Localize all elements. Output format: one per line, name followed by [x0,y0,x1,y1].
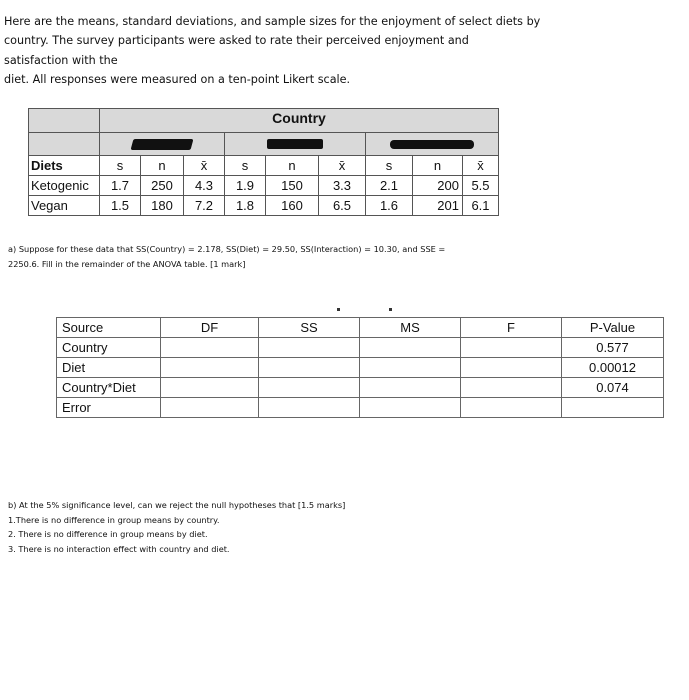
anova-header: P-Value [562,318,664,338]
ms-cell[interactable] [360,398,461,418]
ss-cell[interactable] [259,378,360,398]
p-value: 0.00012 [562,358,664,378]
anova-header: F [461,318,562,338]
table-cell: 6.1 [463,196,499,216]
anova-source: Country [57,338,161,358]
df-cell[interactable] [161,338,259,358]
f-cell[interactable] [461,338,562,358]
col-label: s [225,156,266,176]
intro-line: diet. All responses were measured on a ten-point Likert scale. [4,73,351,87]
col-label: n [413,156,463,176]
row-header: Diets [29,156,100,176]
col-label: x̄ [463,156,499,176]
anova-header: Source [57,318,161,338]
redaction-mark [131,139,194,150]
redacted-country-3 [366,133,499,156]
col-label: n [141,156,184,176]
table-row [57,338,664,358]
country-header: Country [100,109,499,133]
table-row [29,176,499,196]
table-row [57,398,664,418]
table-row [29,196,499,216]
anova-header: MS [360,318,461,338]
df-cell[interactable] [161,378,259,398]
col-label: s [100,156,141,176]
diet-name: Ketogenic [29,176,100,196]
table-cell: 5.5 [463,176,499,196]
table-cell: 3.3 [319,176,366,196]
col-label: x̄ [319,156,366,176]
table-cell: 160 [266,196,319,216]
intro-line: Here are the means, standard deviations, and sample sizes for the enjoyment of select diets by [4,15,541,28]
table-cell: 250 [141,176,184,196]
anova-header: SS [259,318,360,338]
p-value: 0.074 [562,378,664,398]
intro-paragraph [4,12,564,90]
redaction-mark [267,139,323,149]
table-cell: 200 [413,176,463,196]
table-row [57,378,664,398]
anova-header-row [57,318,664,338]
col-label: x̄ [184,156,225,176]
hypothesis-item: 2. There is no difference in group means by diet. [8,529,208,539]
intro-line: satisfaction with the [4,53,118,67]
p-value [562,398,664,418]
table-corner-cell [29,109,100,133]
question-b-prompt: b) At the 5% significance level, can we reject the null hypotheses that [1.5 marks] [8,500,346,510]
ms-cell[interactable] [360,338,461,358]
table-cell: 1.8 [225,196,266,216]
diet-name: Vegan [29,196,100,216]
ss-cell[interactable] [259,358,360,378]
ss-cell[interactable] [259,398,360,418]
table-cell: 180 [141,196,184,216]
anova-source: Error [57,398,161,418]
anova-header: DF [161,318,259,338]
table-cell: 201 [413,196,463,216]
redaction-mark [390,140,474,149]
question-b [8,498,428,556]
table-cell: 1.9 [225,176,266,196]
table-cell: 6.5 [319,196,366,216]
diet-data-table [28,108,499,216]
hypothesis-item: 3. There is no interaction effect with country and diet. [8,543,230,554]
col-label: n [266,156,319,176]
col-label: s [366,156,413,176]
anova-table [56,317,664,418]
hypothesis-item: 1.There is no difference in group means by country. [8,514,220,525]
f-cell[interactable] [461,378,562,398]
table-cell: 1.7 [100,176,141,196]
ss-cell[interactable] [259,338,360,358]
ms-cell[interactable] [360,378,461,398]
redacted-country-2 [225,133,366,156]
ms-cell[interactable] [360,358,461,378]
f-cell[interactable] [461,358,562,378]
stray-mark [337,308,340,311]
redacted-country-1 [100,133,225,156]
table-cell: 1.6 [366,196,413,216]
intro-line: country. The survey participants were asked to rate their perceived enjoyment and [4,34,469,48]
table-cell: 4.3 [184,176,225,196]
table-cell: 2.1 [366,176,413,196]
anova-source: Diet [57,358,161,378]
stray-mark [389,308,392,311]
table-cell: 150 [266,176,319,196]
df-cell[interactable] [161,398,259,418]
f-cell[interactable] [461,398,562,418]
table-row [57,358,664,378]
question-a: a) Suppose for these data that SS(Country) = 2.178, SS(Diet) = 29.50, SS(Interaction) = 10.30, and SSE = 2250.6. Fill in the remainder of the ANOVA table. [1 mark] [8,244,446,269]
df-cell[interactable] [161,358,259,378]
anova-source: Country*Diet [57,378,161,398]
table-blank-cell [29,133,100,156]
table-cell: 1.5 [100,196,141,216]
table-cell: 7.2 [184,196,225,216]
p-value: 0.577 [562,338,664,358]
